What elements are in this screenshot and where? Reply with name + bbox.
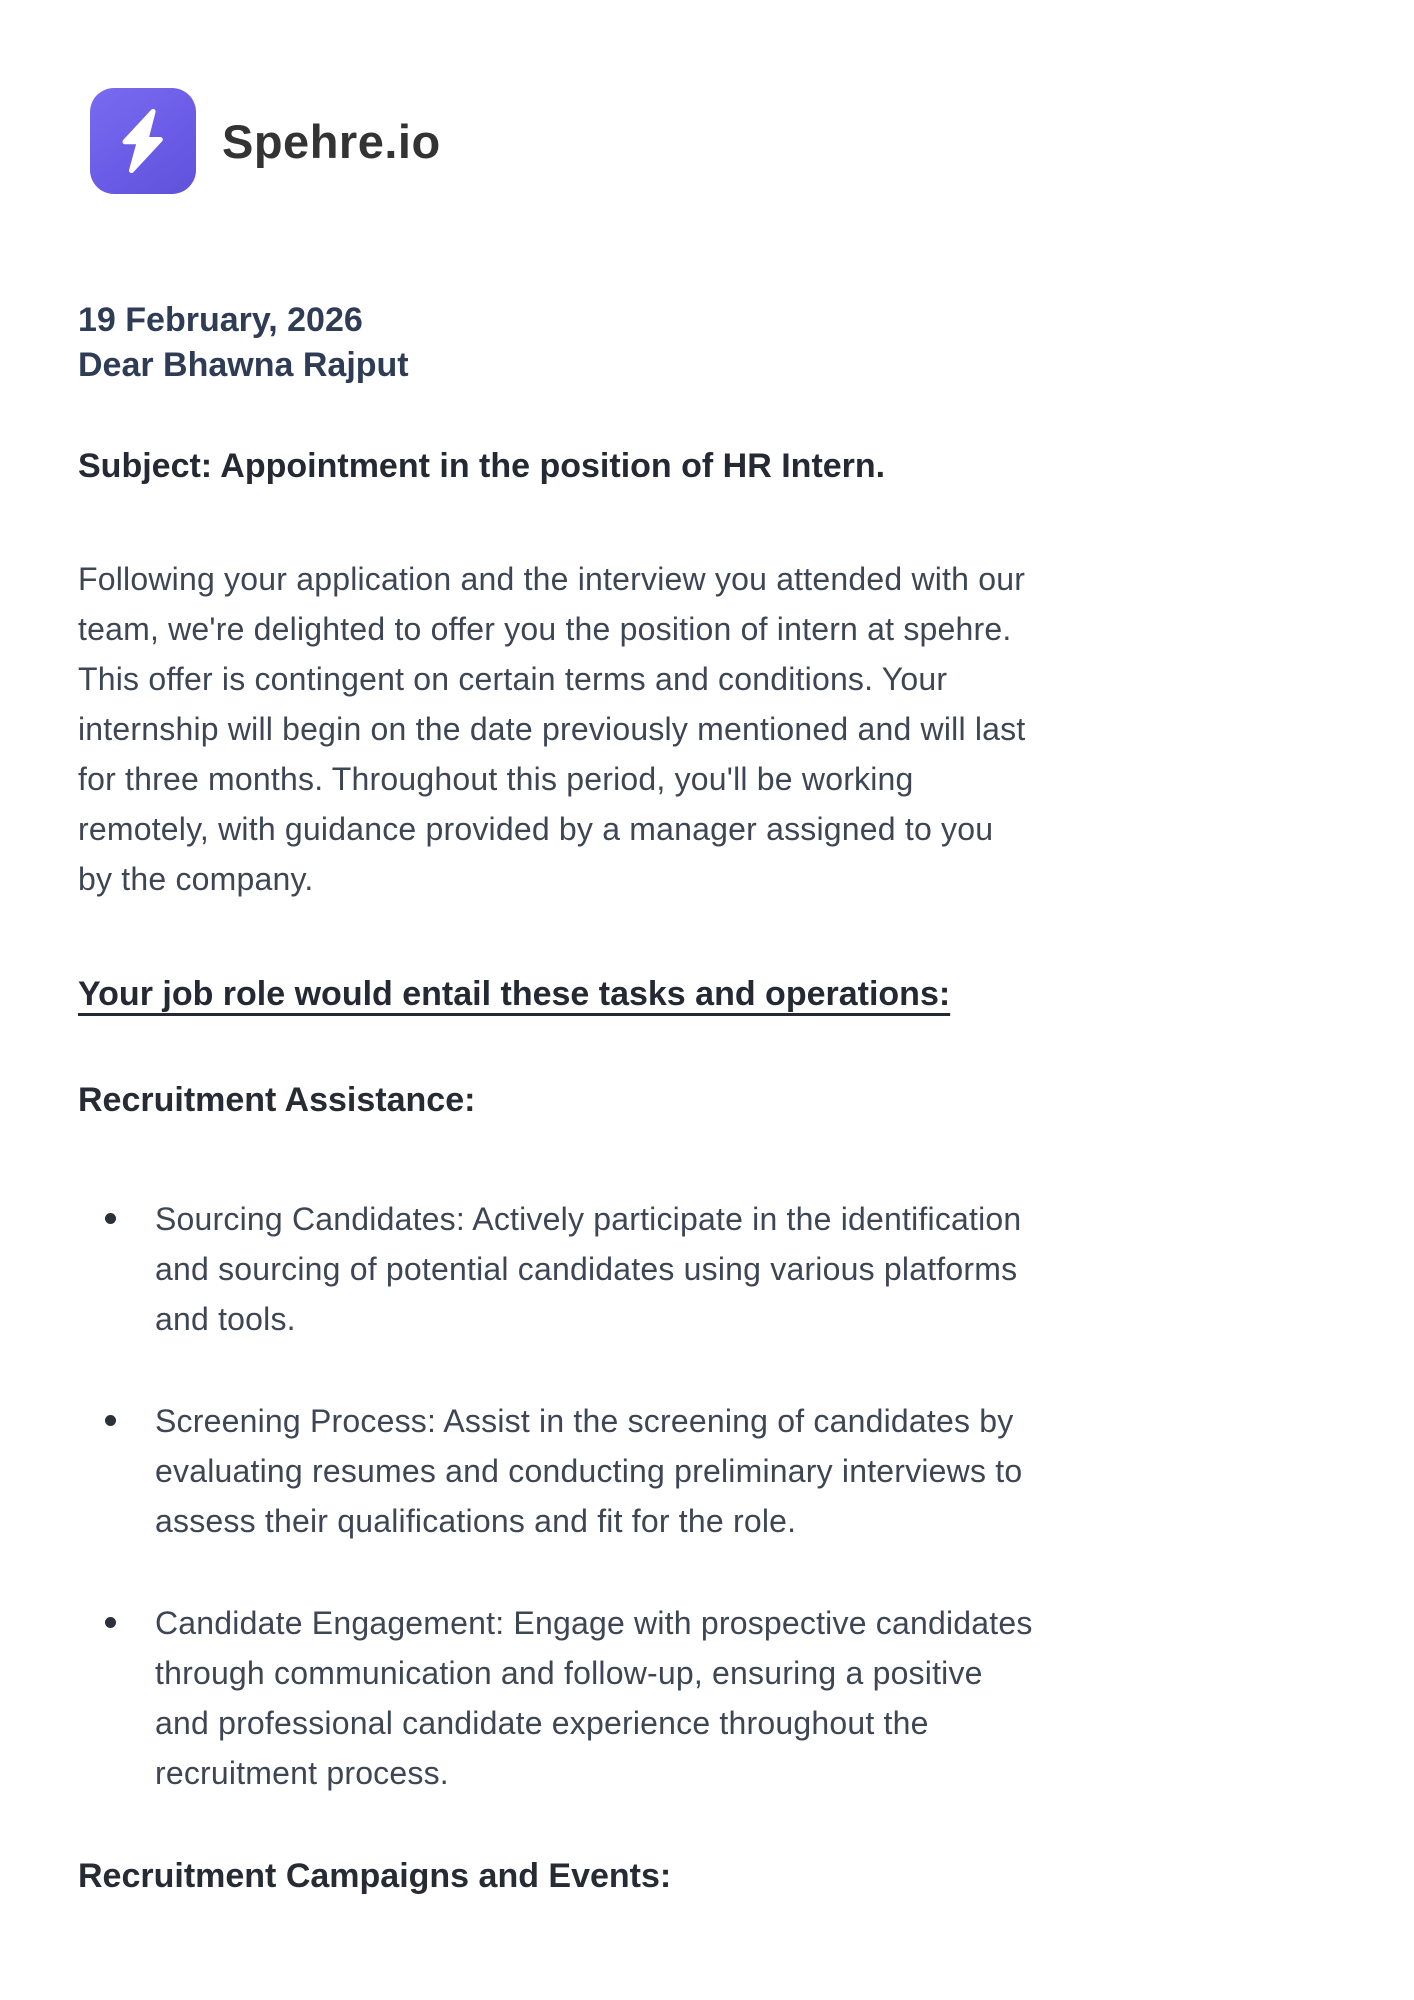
section-heading-recruitment-assistance: Recruitment Assistance:: [78, 1081, 476, 1119]
section-heading-recruitment-campaigns: Recruitment Campaigns and Events:: [78, 1857, 672, 1895]
list-item-sourcing-candidates: Sourcing Candidates: Actively participate in the identification and sourcing of potential candidates using various platforms and tools.: [105, 1194, 1038, 1344]
letter-greeting: Dear Bhawna Rajput: [78, 346, 409, 384]
list-item-candidate-engagement: Candidate Engagement: Engage with prospective candidates through communication and follow-up, ensuring a positive and professional candidate experience throughout the recruitment process.: [105, 1598, 1038, 1798]
brand-header: [90, 88, 1324, 194]
spehre-logo-icon: [90, 88, 196, 194]
subject-line: Subject: Appointment in the position of HR Intern.: [78, 447, 886, 485]
date-block: [78, 298, 1324, 388]
intro-paragraph: Following your application and the interview you attended with our team, we're delighted to offer you the position of intern at spehre. This offer is contingent on certain terms and conditions. Your internship will begin on the date previously mentioned and will last for three months. Throughout this period, you'll be working remotely, with guidance provided by a manager assigned to you by the company.: [78, 561, 1026, 897]
letter-date: 19 February, 2026: [78, 301, 363, 339]
list-item-screening-process: Screening Process: Assist in the screening of candidates by evaluating resumes and conducting preliminary interviews to assess their qualifications and fit for the role.: [105, 1396, 1038, 1546]
tasks-heading: Your job role would entail these tasks and operations:: [78, 975, 951, 1013]
recruitment-assistance-list: [78, 1194, 1038, 1798]
brand-name: Spehre.io: [222, 114, 441, 168]
